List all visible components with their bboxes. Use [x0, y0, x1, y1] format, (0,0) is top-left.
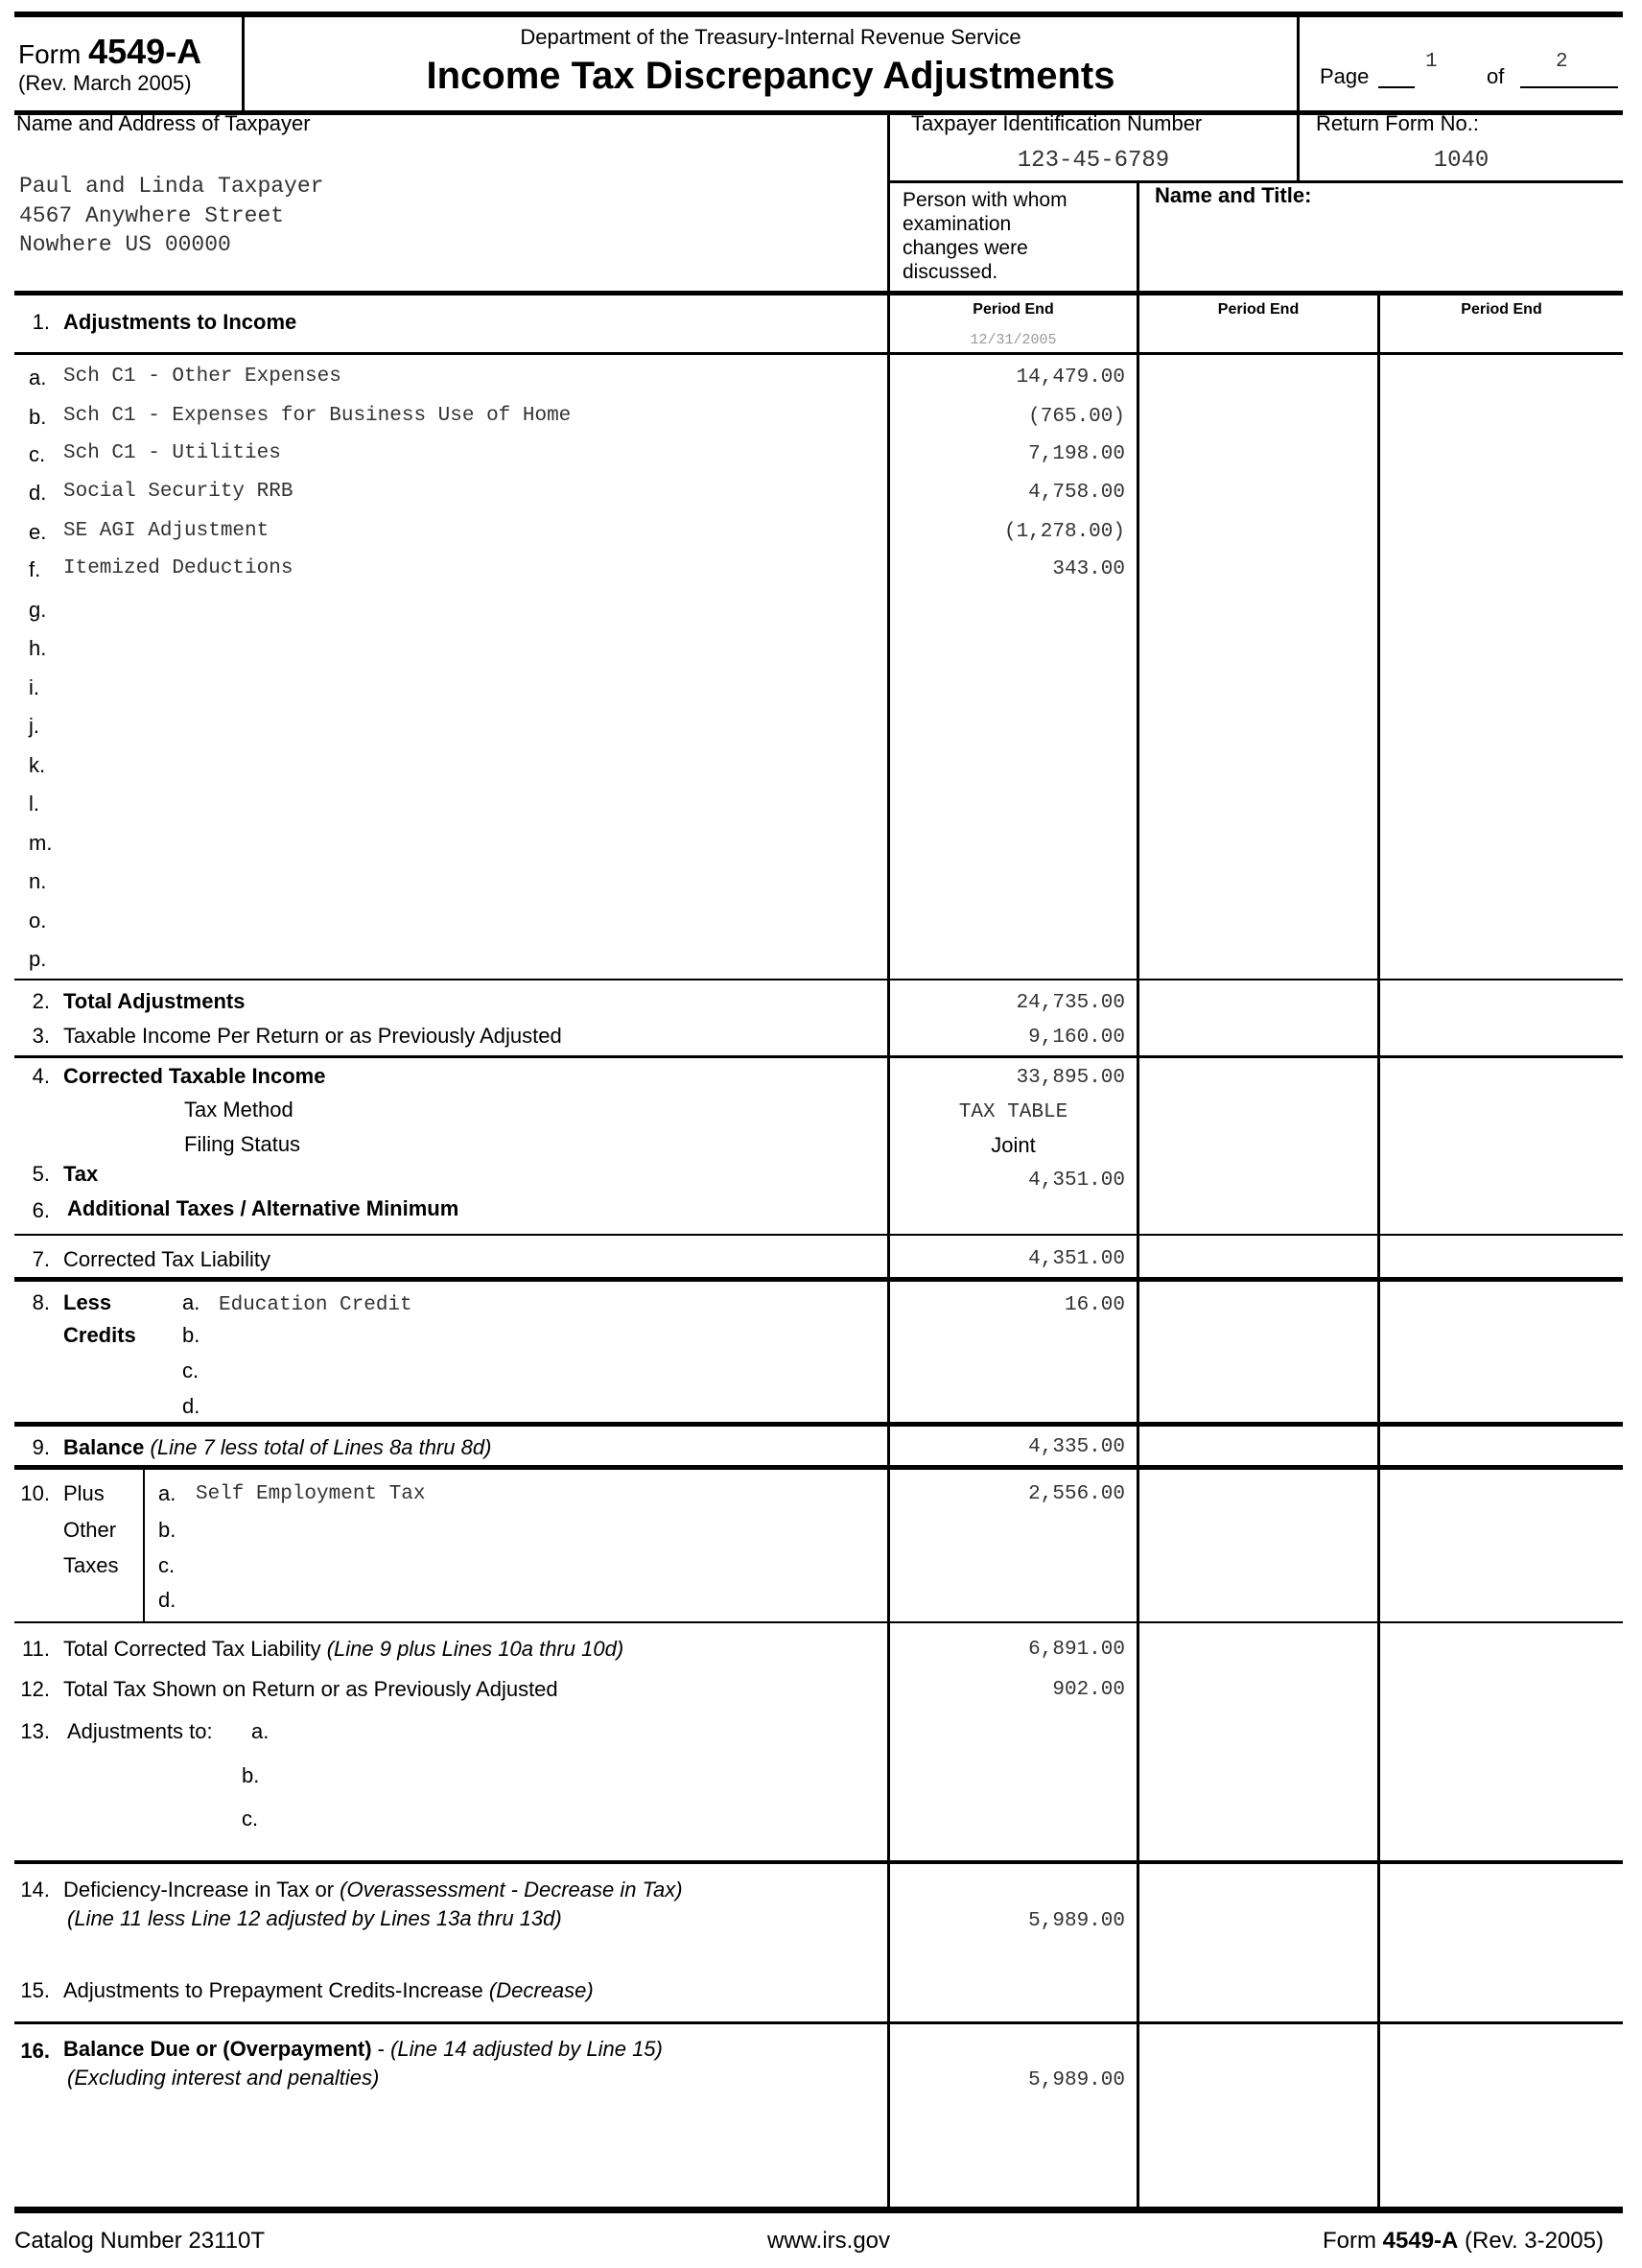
line15-label — [63, 1978, 594, 2003]
of-label: of — [1487, 64, 1505, 88]
line6-label: Additional Taxes / Alternative Minimum — [67, 1196, 459, 1220]
divider — [14, 1055, 1623, 1058]
item-letter: o. — [29, 909, 47, 933]
line12-label: Total Tax Shown on Return or as Previously Adjusted — [63, 1677, 558, 1701]
column-rule — [887, 112, 890, 2209]
line8-label: Less — [63, 1290, 112, 1314]
footer-form-prefix: Form — [1322, 2228, 1376, 2254]
item-letter: m. — [29, 831, 53, 855]
line9-title: Balance — [63, 1435, 145, 1459]
item-letter: c. — [29, 442, 46, 466]
adjustment-desc: Sch C1 - Utilities — [63, 442, 281, 464]
person-label-line: discussed. — [903, 261, 998, 283]
line14-label — [63, 1878, 683, 1902]
line10-label: Other — [63, 1518, 117, 1542]
address-line: 4567 Anywhere Street — [19, 203, 285, 228]
divider — [143, 1470, 145, 1623]
line2-label: Total Adjustments — [63, 989, 246, 1013]
line7-label: Corrected Tax Liability — [63, 1247, 271, 1271]
item-letter: b. — [29, 405, 47, 429]
divider — [14, 352, 1623, 355]
item-letter: a. — [251, 1719, 270, 1743]
adjustment-desc: Sch C1 - Other Expenses — [63, 366, 341, 388]
line15-title: Adjustments to Prepayment Credits-Increase — [63, 1978, 483, 2002]
line3-label: Taxable Income Per Return or as Previously Adjusted — [63, 1024, 562, 1048]
form-revision: (Rev. March 2005) — [18, 71, 192, 95]
page-total-field[interactable] — [1520, 86, 1618, 88]
divider — [14, 1860, 1623, 1864]
line11-title: Total Corrected Tax Liability — [63, 1637, 321, 1661]
department: Department of the Treasury-Internal Revenue Service — [520, 25, 1021, 49]
adjustment-desc: Social Security RRB — [63, 481, 293, 503]
adjustment-value: 14,479.00 — [1016, 366, 1125, 389]
line8-label: Credits — [63, 1323, 136, 1347]
line15-title-italic: (Decrease) — [488, 1978, 594, 2002]
line10-label: Plus — [63, 1481, 105, 1505]
person-label-line: examination — [903, 213, 1012, 235]
item-letter: l. — [29, 791, 39, 815]
line5-label: Tax — [63, 1162, 99, 1186]
filing-status-label: Filing Status — [184, 1132, 301, 1156]
item-letter: e. — [29, 520, 47, 544]
item-letter: d. — [158, 1588, 176, 1612]
divider — [14, 1234, 1623, 1236]
catalog-number: Catalog Number 23110T — [14, 2228, 266, 2254]
adjustment-desc: Sch C1 - Expenses for Business Use of Home — [63, 405, 572, 427]
item-letter: f. — [29, 557, 41, 581]
divider — [14, 1277, 1623, 1282]
line11-note: (Line 9 plus Lines 10a thru 10d) — [326, 1637, 624, 1661]
line16-note: (Line 14 adjusted by Line 15) — [390, 2037, 663, 2061]
page-total: 2 — [1556, 51, 1568, 73]
line9-value: 4,335.00 — [1028, 1436, 1125, 1458]
page-number: 1 — [1425, 51, 1438, 73]
item-letter: c. — [182, 1358, 199, 1382]
line9-note: (Line 7 less total of Lines 8a thru 8d) — [150, 1435, 492, 1459]
form-title: Income Tax Discrepancy Adjustments — [426, 55, 1115, 97]
item-letter: h. — [29, 636, 47, 660]
filing-status-value: Joint — [991, 1133, 1036, 1157]
line2-value: 24,735.00 — [1016, 992, 1125, 1014]
tax-method-label: Tax Method — [184, 1098, 293, 1122]
period-end-header: Period End — [1461, 301, 1542, 318]
line3-value: 9,160.00 — [1028, 1027, 1125, 1049]
form-number: 4549-A — [88, 32, 202, 71]
line-number: 8. — [32, 1290, 50, 1314]
line14-note: (Line 11 less Line 12 adjusted by Lines 13a thru 13d) — [67, 1906, 562, 1930]
item-letter: k. — [29, 753, 46, 777]
item-letter: d. — [182, 1394, 200, 1418]
footer-form-number: 4549-A — [1382, 2228, 1459, 2254]
form-prefix: Form — [18, 39, 82, 69]
item-letter: i. — [29, 675, 39, 699]
item-letter: j. — [29, 714, 39, 738]
period-end-header: Period End — [973, 301, 1054, 318]
item-letter: p. — [29, 947, 47, 971]
return-form-value: 1040 — [1433, 148, 1490, 174]
divider — [14, 2021, 1623, 2024]
line11-value: 6,891.00 — [1028, 1639, 1125, 1661]
person-label-line: changes were — [903, 237, 1028, 259]
address-line: Paul and Linda Taxpayer — [19, 174, 324, 199]
line-number: 16. — [20, 2039, 50, 2063]
adjustment-desc: SE AGI Adjustment — [63, 520, 270, 542]
item-letter: a. — [158, 1481, 176, 1505]
address-line: Nowhere US 00000 — [19, 232, 231, 257]
line1-label: Adjustments to Income — [63, 310, 297, 334]
line7-value: 4,351.00 — [1028, 1248, 1125, 1270]
line5-value: 4,351.00 — [1028, 1169, 1125, 1192]
adjustment-value: (1,278.00) — [1003, 521, 1125, 543]
line14-title: Deficiency-Increase in Tax or — [63, 1878, 335, 1902]
line16-label — [63, 2037, 663, 2062]
line16-sep: - — [371, 2037, 391, 2061]
line-number: 9. — [32, 1435, 50, 1459]
other-tax-desc: Self Employment Tax — [196, 1483, 426, 1505]
line-number: 6. — [32, 1198, 50, 1222]
line4-label: Corrected Taxable Income — [63, 1064, 326, 1088]
period-end-date: 12/31/2005 — [970, 332, 1057, 348]
line12-value: 902.00 — [1052, 1679, 1125, 1701]
line-number: 14. — [20, 1878, 50, 1902]
line11-label — [63, 1637, 623, 1662]
line-number: 1. — [32, 310, 50, 334]
person-label — [903, 188, 1067, 284]
line13-label: Adjustments to: — [67, 1719, 213, 1743]
column-rule — [1137, 294, 1139, 2209]
adjustment-value: 7,198.00 — [1028, 443, 1125, 465]
item-letter: a. — [29, 366, 47, 390]
adjustment-value: 4,758.00 — [1028, 482, 1125, 504]
line-number: 15. — [20, 1978, 50, 2002]
divider — [14, 1621, 1623, 1623]
item-letter: d. — [29, 481, 47, 505]
credit-desc: Education Credit — [219, 1294, 412, 1316]
name-title-label: Name and Title: — [1155, 183, 1312, 207]
website: www.irs.gov — [767, 2228, 891, 2254]
form-id — [18, 33, 201, 74]
other-tax-value: 2,556.00 — [1028, 1483, 1125, 1505]
divider — [14, 1465, 1623, 1470]
footer-form-rev: (Rev. 3-2005) — [1465, 2228, 1604, 2254]
line16-value: 5,989.00 — [1028, 2069, 1125, 2091]
return-form-label: Return Form No.: — [1316, 111, 1479, 135]
item-letter: n. — [29, 869, 47, 893]
line9-label — [63, 1435, 491, 1460]
line4-value: 33,895.00 — [1016, 1067, 1125, 1089]
line16-note2: (Excluding interest and penalties) — [67, 2066, 380, 2090]
top-rule — [14, 12, 1623, 17]
line-number: 12. — [20, 1677, 50, 1701]
item-letter: b. — [158, 1518, 176, 1542]
credit-value: 16.00 — [1064, 1294, 1125, 1316]
tin-label: Taxpayer Identification Number — [911, 111, 1203, 135]
line-number: 7. — [32, 1247, 50, 1271]
line-number: 3. — [32, 1024, 50, 1048]
adjustment-value: 343.00 — [1052, 558, 1125, 580]
item-letter: a. — [182, 1290, 200, 1314]
tax-method-value: TAX TABLE — [958, 1101, 1068, 1123]
line-number: 2. — [32, 989, 50, 1013]
line-number: 10. — [20, 1481, 50, 1505]
line-number: 5. — [32, 1162, 50, 1186]
line14-value: 5,989.00 — [1028, 1910, 1125, 1932]
line-number: 11. — [22, 1637, 50, 1661]
page-label: Page — [1320, 64, 1370, 88]
page-number-field[interactable] — [1378, 86, 1415, 88]
name-address-label: Name and Address of Taxpayer — [16, 111, 311, 135]
divider — [14, 1422, 1623, 1427]
item-letter: c. — [158, 1553, 176, 1577]
person-label-line: Person with whom — [903, 189, 1067, 211]
line10-label: Taxes — [63, 1553, 119, 1577]
line-number: 4. — [32, 1064, 50, 1088]
item-letter: c. — [242, 1807, 259, 1831]
divider — [14, 979, 1623, 980]
item-letter: b. — [242, 1763, 260, 1787]
adjustment-value: (765.00) — [1028, 406, 1125, 428]
item-letter: b. — [182, 1323, 200, 1347]
period-end-header: Period End — [1217, 301, 1300, 318]
footer-form-id — [1323, 2229, 1604, 2254]
line-number: 13. — [20, 1719, 50, 1743]
divider — [14, 291, 1623, 295]
line14-title-italic: (Overassessment - Decrease in Tax) — [340, 1878, 683, 1902]
line16-title: Balance Due or (Overpayment) — [63, 2037, 372, 2061]
bottom-rule — [14, 2207, 1623, 2213]
divider — [1137, 181, 1139, 294]
tin-value: 123-45-6789 — [1017, 148, 1170, 174]
item-letter: g. — [29, 598, 47, 622]
column-rule — [1377, 294, 1380, 2209]
adjustment-desc: Itemized Deductions — [63, 557, 293, 579]
